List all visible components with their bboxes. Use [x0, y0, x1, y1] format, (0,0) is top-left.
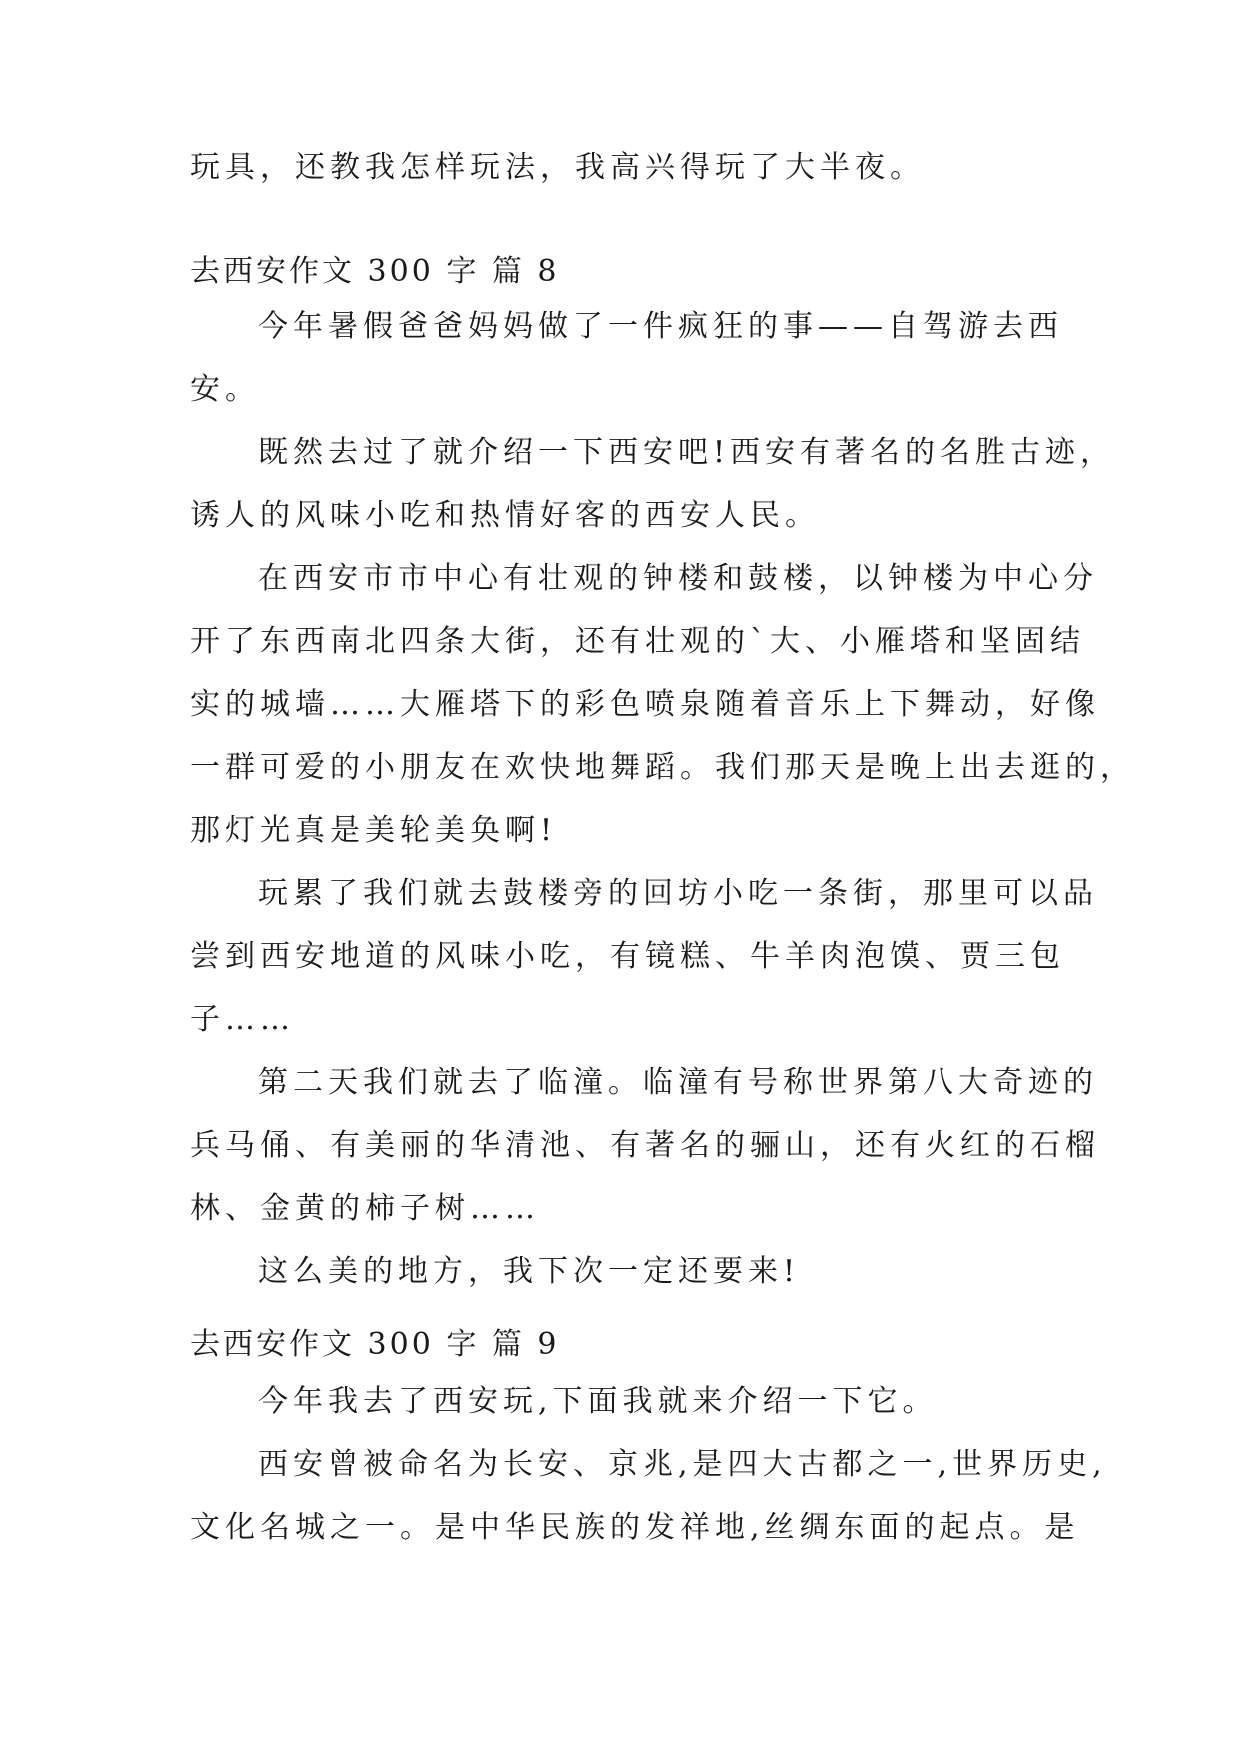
section-9-body: [190, 1370, 1107, 1559]
text-line: 尝到西安地道的风味小吃，有镜糕、牛羊肉泡馍、贾三包: [190, 939, 1065, 974]
text-line: 实的城墙……大雁塔下的彩色喷泉随着音乐上下舞动，好像: [190, 687, 1100, 722]
text-line: 今年暑假爸爸妈妈做了一件疯狂的事——自驾游去西: [258, 309, 1063, 344]
section-heading: 去西安作文 300 字 篇 8: [190, 254, 560, 289]
text-line: 既然去过了就介绍一下西安吧!西安有著名的名胜古迹，: [258, 435, 1116, 470]
text-line: 开了东西南北四条大街，还有壮观的`大、小雁塔和坚固结: [190, 624, 1085, 659]
text-line: 诱人的风味小吃和热情好客的西安人民。: [190, 498, 820, 533]
text-line: 文化名城之一。是中华民族的发祥地,丝绸东面的起点。是: [190, 1510, 1080, 1545]
text-line: 子……: [190, 1002, 295, 1037]
section-9-heading: [190, 1313, 1060, 1376]
text-line: 林、金黄的柿子树……: [190, 1191, 540, 1226]
section-heading: 去西安作文 300 字 篇 9: [190, 1327, 560, 1362]
section-8-heading: [190, 240, 1060, 303]
text-line: 玩具，还教我怎样玩法，我高兴得玩了大半夜。: [190, 150, 925, 185]
text-line: 一群可爱的小朋友在欢快地舞蹈。我们那天是晚上出去逛的，: [190, 750, 1135, 785]
intro-paragraph: [190, 136, 1060, 199]
text-line: 安。: [190, 372, 260, 407]
text-line: 西安曾被命名为长安、京兆,是四大古都之一,世界历史,: [258, 1447, 1107, 1482]
text-line: 那灯光真是美轮美奂啊!: [190, 813, 558, 848]
text-line: 今年我去了西安玩,下面我就来介绍一下它。: [258, 1384, 938, 1419]
section-8-body: [190, 295, 1135, 1303]
text-line: 在西安市市中心有壮观的钟楼和鼓楼，以钟楼为中心分: [258, 561, 1098, 596]
text-line: 玩累了我们就去鼓楼旁的回坊小吃一条街，那里可以品: [258, 876, 1098, 911]
text-line: 兵马俑、有美丽的华清池、有著名的骊山，还有火红的石榴: [190, 1128, 1100, 1163]
text-line: 第二天我们就去了临潼。临潼有号称世界第八大奇迹的: [258, 1065, 1098, 1100]
text-line: 这么美的地方，我下次一定还要来!: [258, 1254, 801, 1289]
